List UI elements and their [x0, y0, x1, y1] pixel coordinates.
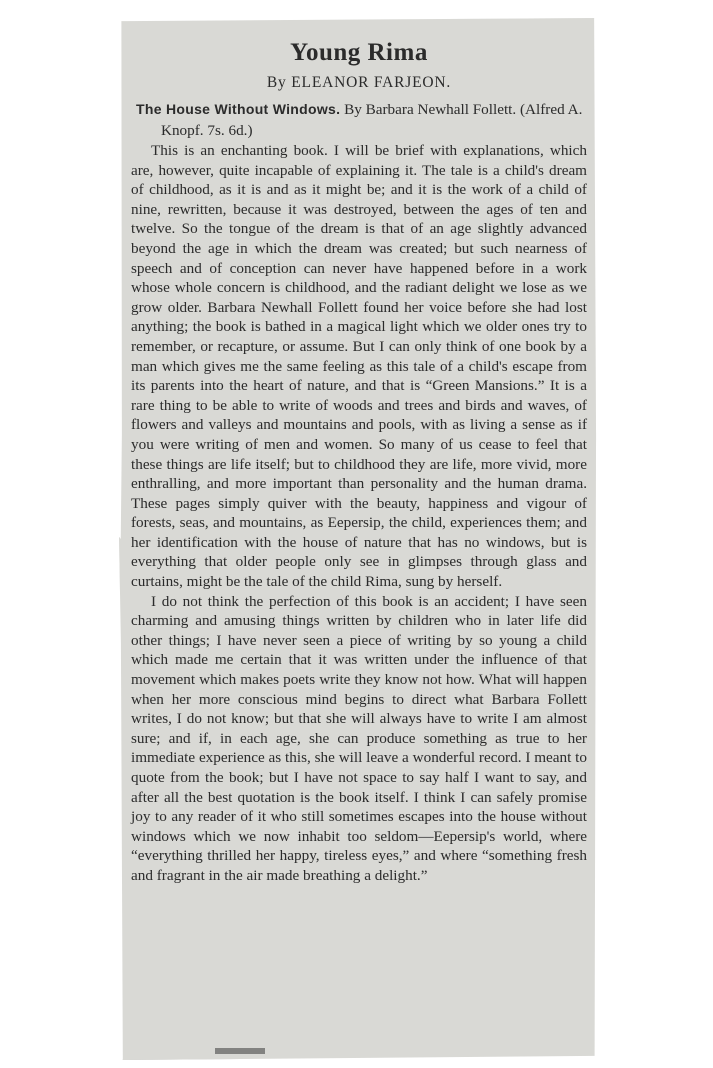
article-paragraph-1: This is an enchanting book. I will be brief with explanations, which are, however, quite incapable of explaining it. The tale is a child's dream of childhood, as it is and as it might be; and it is the work of a child of nine, rewritten, because it was destroyed, between the ages of ten and twelve. So the tongue of the dream is that of an age slightly advanced beyond the age in which the dream was created; but such nearness of speech and of conception can never have happened before in a work whose whole concern is childhood, and the radiant delight we lose as we grow older. Barbara Newhall Follett found her voice before she had lost anything; the book is bathed in a magical light which we older ones try to remember, or recapture, or assume. But I can only think of one book by a man which gives me the same feeling as this tale of a child's escape from its parents into the heart of nature, and that is “Green Mansions.” It is a rare thing to be able to write of woods and trees and birds and waves, of flowers and valleys and mountains and pools, with as living a sense as if you were writing of men and women. So many of us cease to feel that these things are life itself; but to childhood they are life, more vivid, more enthralling, and more important than personality and the human drama. These pages simply quiver with the beauty, happiness and vigour of forests, seas, and mountains, as Eepersip, the child, experiences them; and her identification with the house of nature that has no windows, but is everything that older people only see in glimpses through glass and curtains, might be the tale of the child Rima, sung by herself.: [131, 142, 587, 591]
article-byline: By ELEANOR FARJEON.: [266, 74, 452, 91]
article-title: Young Rima: [290, 39, 428, 66]
book-citation: [131, 99, 587, 141]
book-details: By Barbara Newhall Follett. (Alfred A. Knopf. 7s. 6d.): [161, 101, 583, 139]
article: [131, 38, 587, 886]
ink-fragment: [215, 1048, 265, 1054]
article-paragraph-2: I do not think the perfection of this book is an accident; I have seen charming and amusing things written by children who in later life did other things; I have never seen a piece of writing by so young a child which made me certain that it was written under the influence of that movement which makes poets write they know not how. What will happen when her more conscious mind begins to direct what Barbara Follett writes, I do not know; but that she will always have to write I am almost sure; and if, in each age, she can produce something as true to her immediate experience as this, she will leave a wonderful record. I meant to quote from the book; but I have not space to say half I want to say, and after all the best quotation is the book itself. I think I can safely promise joy to any reader of it who still sometimes escapes into the house without windows which we now inhabit too seldom—Eepersip's world, where “everything thrilled her happy, tireless eyes,” and where “something fresh and fragrant in the air made breathing a delight.”: [131, 592, 587, 884]
book-title: The House Without Windows.: [136, 101, 341, 117]
